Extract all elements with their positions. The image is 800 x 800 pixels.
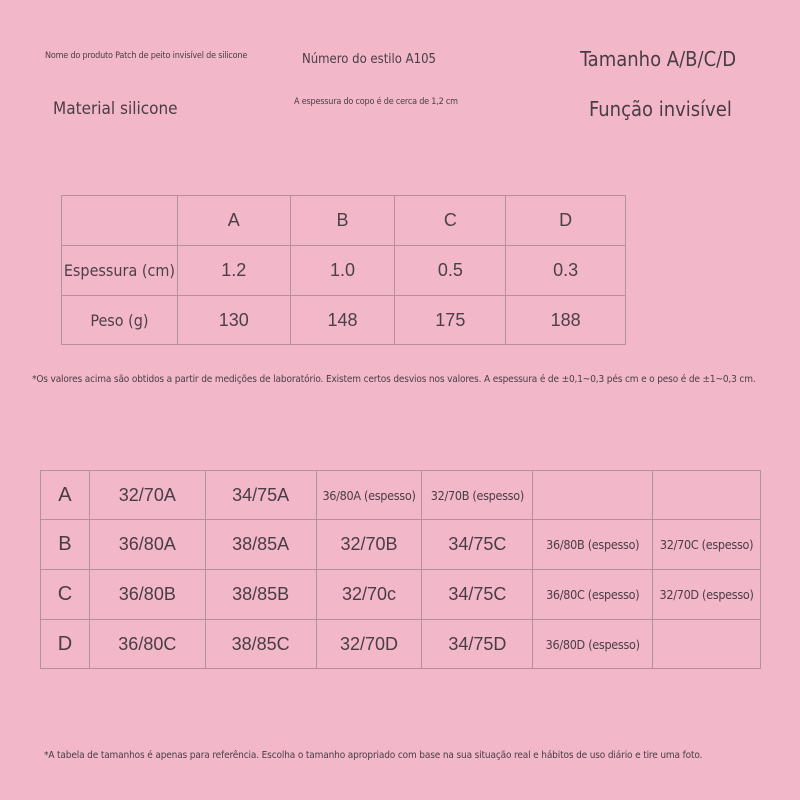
spec-cell: 188 — [506, 296, 626, 345]
material: Material silicone — [53, 99, 178, 119]
spec-cell: 1.2 — [177, 246, 290, 296]
size-cell: 36/80D (espesso) — [533, 620, 653, 669]
spec-cell: 148 — [290, 296, 395, 345]
size-cell: 36/80C (espesso) — [533, 570, 653, 620]
size-cell: 38/85A — [205, 520, 316, 570]
spec-cell: 0.3 — [506, 246, 626, 296]
size-cell: 32/70D — [316, 620, 422, 669]
size-table — [40, 470, 761, 669]
cup-thickness: A espessura do copo é de cerca de 1,2 cm — [294, 97, 458, 107]
size-note: *A tabela de tamanhos é apenas para referência. Escolha o tamanho apropriado com base na sua situação real e hábitos de uso diário e tire uma foto. — [44, 750, 703, 761]
size-cell: 34/75D — [422, 620, 533, 669]
size-cell: 32/70c — [316, 570, 422, 620]
spec-row-weight — [62, 296, 626, 345]
size-cell: 36/80B (espesso) — [533, 520, 653, 570]
product-name: Nome do produto Patch de peito invisível de silicone — [45, 51, 248, 61]
size-row-letter: C — [41, 570, 90, 620]
spec-note: *Os valores acima são obtidos a partir de medições de laboratório. Existem certos desvios nos valores. A espessura é de ±0,1~0,3 pés cm e o peso é de ±1~0,3 cm. — [32, 374, 756, 385]
size-cell: 32/70B — [316, 520, 422, 570]
spec-header-cell: A — [177, 196, 290, 246]
size-cell-empty — [653, 620, 761, 669]
spec-row-label: Peso (g) — [62, 296, 178, 345]
size-row-b — [41, 520, 761, 570]
size-cell: 36/80A (espesso) — [316, 471, 422, 520]
size-cell: 36/80C — [89, 620, 205, 669]
size-row-a — [41, 471, 761, 520]
size-cell: 38/85C — [205, 620, 316, 669]
size-cell: 32/70A — [89, 471, 205, 520]
size-cell-empty — [533, 471, 653, 520]
size-row-letter: A — [41, 471, 90, 520]
function: Função invisível — [589, 97, 732, 121]
size-cell: 32/70D (espesso) — [653, 570, 761, 620]
spec-row-thickness — [62, 246, 626, 296]
spec-header-cell: C — [395, 196, 506, 246]
size-cell: 32/70B (espesso) — [422, 471, 533, 520]
spec-cell: 1.0 — [290, 246, 395, 296]
style-number: Número do estilo A105 — [302, 52, 436, 67]
size-row-letter: D — [41, 620, 90, 669]
size-row-letter: B — [41, 520, 90, 570]
size-row-c — [41, 570, 761, 620]
spec-header-row — [62, 196, 626, 246]
spec-header-cell — [62, 196, 178, 246]
size-cell: 34/75A — [205, 471, 316, 520]
size-cell: 36/80B — [89, 570, 205, 620]
spec-row-label: Espessura (cm) — [62, 246, 178, 296]
spec-header-cell: D — [506, 196, 626, 246]
size-row-d — [41, 620, 761, 669]
size-cell: 34/75C — [422, 520, 533, 570]
size-cell: 32/70C (espesso) — [653, 520, 761, 570]
spec-cell: 0.5 — [395, 246, 506, 296]
size-cell: 36/80A — [89, 520, 205, 570]
spec-cell: 175 — [395, 296, 506, 345]
size-cell-empty — [653, 471, 761, 520]
size-range: Tamanho A/B/C/D — [580, 47, 737, 71]
size-cell: 34/75C — [422, 570, 533, 620]
size-cell: 38/85B — [205, 570, 316, 620]
spec-header-cell: B — [290, 196, 395, 246]
spec-table — [61, 195, 626, 345]
spec-cell: 130 — [177, 296, 290, 345]
